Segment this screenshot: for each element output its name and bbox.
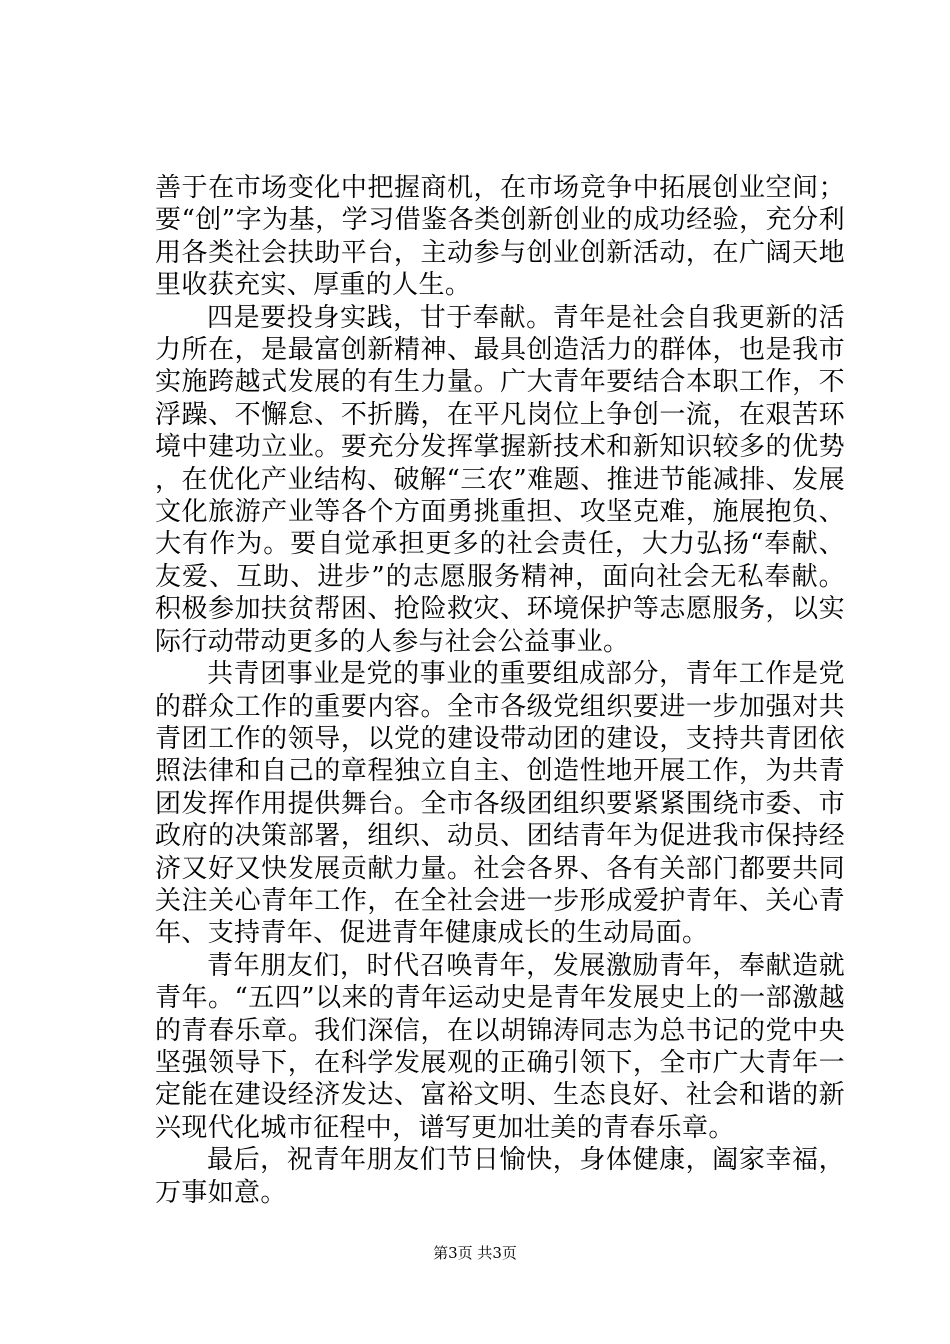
paragraph-continuation: 善于在市场变化中把握商机，在市场竞争中拓展创业空间；要“创”字为基，学习借鉴各类创新创业的成功经验，充分利用各类社会扶助平台，主动参与创业创新活动，在广阔天地里收获充实、厚重的人生。 — [155, 173, 845, 301]
paragraph-youth-friends: 青年朋友们，时代召唤青年，发展激励青年，奉献造就青年。“五四”以来的青年运动史是青年发展史上的一部激越的青春乐章。我们深信，在以胡锦涛同志为总书记的党中央坚强领导下，在科学发展观的正确引领下，全市广大青年一定能在建设经济发达、富裕文明、生态良好、社会和谐的新兴现代化城市征程中，谱写更加壮美的青春乐章。 — [155, 950, 845, 1143]
page-number-footer: 第3页 共3页 — [433, 1244, 517, 1262]
paragraph-practice-dedication: 四是要投身实践，甘于奉献。青年是社会自我更新的活力所在，是最富创新精神、最具创造活力的群体，也是我市实施跨越式发展的有生力量。广大青年要结合本职工作，不浮躁、不懈怠、不折腾，在平凡岗位上争创一流，在艰苦环境中建功立业。要充分发挥掌握新技术和新知识较多的优势，在优化产业结构、破解“三农”难题、推进节能减排、发展文化旅游产业等各个方面勇挑重担、攻坚克难，施展抱负、大有作为。要自觉承担更多的社会责任，大力弘扬“奉献、友爱、互助、进步”的志愿服务精神，面向社会无私奉献。积极参加扶贫帮困、抢险救灾、环境保护等志愿服务，以实际行动带动更多的人参与社会公益事业。 — [155, 302, 845, 657]
paragraph-closing-wishes: 最后，祝青年朋友们节日愉快，身体健康，阖家幸福，万事如意。 — [155, 1145, 845, 1208]
paragraph-youth-league-work: 共青团事业是党的事业的重要组成部分，青年工作是党的群众工作的重要内容。全市各级党组织要进一步加强对共青团工作的领导，以党的建设带动团的建设，支持共青团依照法律和自己的章程独立自主、创造性地开展工作，为共青团发挥作用提供舞台。全市各级团组织要紧紧围绕市委、市政府的决策部署，组织、动员、团结青年为促进我市保持经济又好又快发展贡献力量。社会各界、各有关部门都要共同关注关心青年工作，在全社会进一步形成爱护青年、关心青年、支持青年、促进青年健康成长的生动局面。 — [155, 659, 845, 949]
document-body — [155, 172, 845, 1209]
